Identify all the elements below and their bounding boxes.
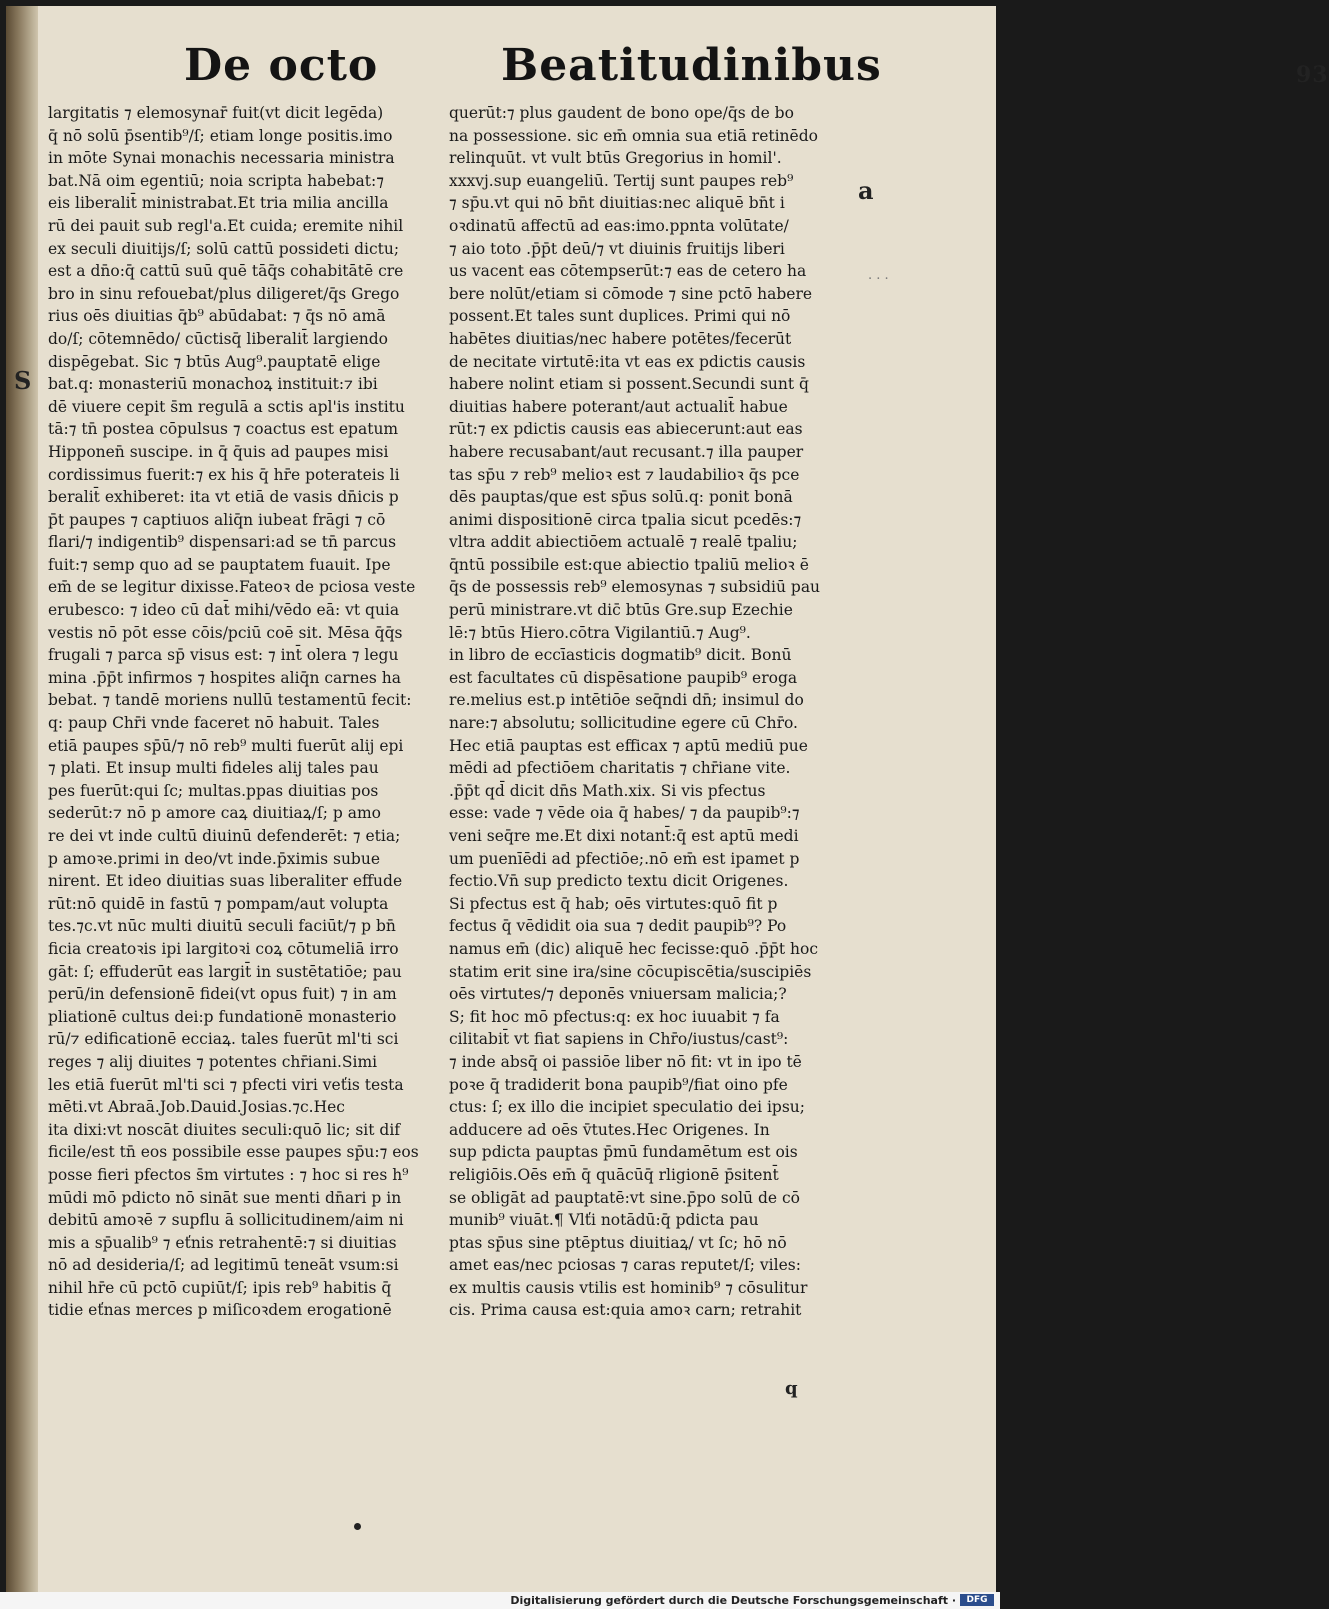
left-column-line: q: paup Chr̄i vnde faceret nō habuit. Tales: [48, 714, 380, 733]
left-column-line: bro in sinu refouebat/plus diligeret/q̄s Grego: [48, 284, 400, 303]
right-column-line: habere nolint etiam si possent.Secundi sunt q̄: [449, 375, 809, 394]
left-column-line: largitatis ⁊ elemosynar̄ fuit(vt dicit legēda): [48, 104, 384, 122]
right-column-line: amet eas/nec pciosas ⁊ caras reputet/ſ; viles:: [449, 1256, 801, 1275]
left-column-line: mēti.vt Abraā.Job.Dauid.Josias.⁊c.Hec: [48, 1098, 345, 1117]
right-column-line: ctus: ſ; ex illo die incipiet speculatio dei ipsu;: [449, 1098, 805, 1117]
footer-bar: [0, 1592, 1000, 1609]
right-column-line: nare:⁊ absolutu; sollicitudine egere cū Chr̄o.: [449, 714, 798, 733]
right-column-line: rūt:⁊ ex pdictis causis eas abiecerunt:aut eas: [449, 420, 803, 439]
right-column-line: cis. Prima causa est:quia amoꝛ carn; retrahit: [449, 1301, 802, 1320]
left-column-line: sederūt:⁊ nō p amore caꝝ diuitiaꝝ/ſ; p amo: [48, 804, 381, 823]
left-column-line: frugali ⁊ parca sp̄ visus est: ⁊ int̄ olera ⁊ legu: [48, 646, 399, 665]
left-column-line: ex seculi diuitijs/ſ; solū cattū possideti dictu;: [48, 239, 400, 258]
left-column-line: bebat. ⁊ tandē moriens nullū testamentū fecit:: [48, 691, 412, 710]
right-column-line: Si pfectus est q̄ hab; oēs virtutes:quō fit p: [449, 894, 778, 913]
left-column-line: do/ſ; cōtemnēdo/ cūctisq̄ liberalit̄ largiendo: [48, 329, 388, 348]
left-column-line: tes.⁊c.vt nūc multi diuitū seculi faciūt/⁊ p bn̄: [48, 917, 396, 936]
right-column-line: in libro de eccīasticis dogmatib⁹ dicit. Bonū: [449, 646, 792, 665]
right-column-line: poꝛe q̄ tradiderit bona paupib⁹/fiat oino pfe: [449, 1075, 788, 1094]
dfg-logo: DFG: [960, 1594, 994, 1606]
left-column-line: rūt:nō quidē in fastū ⁊ pompam/aut volupta: [48, 894, 389, 913]
right-column-line: diuitias habere poterant/aut actualit̄ habue: [449, 397, 788, 416]
right-column-line: lē:⁊ btūs Hiero.cōtra Vigilantiū.⁊ Aug⁹.: [449, 623, 751, 642]
right-column-line: us vacent eas cōtempserūt:⁊ eas de cetero ha: [449, 262, 807, 281]
right-column-line: .p̄p̄t qd̄ dicit dn̄s Math.xix. Si vis pfectus: [449, 781, 766, 800]
running-head-left: De octo: [184, 40, 379, 91]
right-column-line: fectus q̄ vēdidit oia sua ⁊ dedit paupib⁹? Po: [449, 917, 787, 936]
left-column-line: debitū amoꝛē ⁊ supflu ā sollicitudinem/aim ni: [48, 1211, 404, 1230]
right-column-line: q̄ntū possibile est:que abiectio tpaliū melioꝛ ē: [449, 555, 809, 574]
left-column-line: bat.q: monasteriū monachoꝝ instituit:⁊ ibi: [48, 375, 378, 394]
left-column-line: q̄ nō solū p̄sentib⁹/ſ; etiam longe positis.imo: [48, 126, 393, 145]
left-column-line: vestis nō pōt esse cōis/pciū coē sit. Mēsa q̄q̄s: [48, 623, 403, 642]
left-column-line: mūdi mō pdicto nō sināt sue menti dn̄ari p in: [48, 1188, 402, 1207]
left-column-line: tidie eťnas merces p miſicoꝛdem erogationē: [48, 1301, 392, 1320]
left-column-line: mis a sp̄ualib⁹ ⁊ eťnis retrahentē:⁊ si diuitias: [48, 1233, 397, 1252]
right-column-line: ⁊ sp̄u.vt qui nō bn̄t diuitias:nec aliquē bn̄t i: [449, 194, 785, 213]
running-head-right-text: Beatitudinibus: [501, 40, 882, 91]
book-page: [6, 6, 1329, 1596]
left-column-line: etiā paupes sp̄ū/⁊ nō reb⁹ multi fuerūt alij epi: [48, 736, 404, 755]
left-column-line: ita dixi:vt noscāt diuites seculi:quō lic; sit dif: [48, 1120, 401, 1139]
right-column-line: S; fit hoc mō pfectus:q: ex hoc iuuabit ⁊ fa: [449, 1007, 780, 1026]
right-column-line: relinquūt. vt vult btūs Gregorius in homil'.: [449, 149, 782, 168]
left-column-line: in mōte Synai monachis necessaria ministra: [48, 149, 395, 168]
left-column-line: tā:⁊ tn̄ postea cōpulsus ⁊ coactus est epatum: [48, 420, 399, 439]
right-column-line: na possessione. sic em̄ omnia sua etiā retinēdo: [449, 126, 818, 145]
left-column-line: beralit̄ exhiberet: ita vt etiā de vasis dn̄icis p: [48, 488, 399, 507]
left-column-line: flari/⁊ indigentib⁹ dispensari:ad se tn̄ parcus: [48, 533, 397, 552]
left-column-line: rū dei pauit sub regl'a.Et cuida; eremite nihil: [48, 216, 404, 235]
right-column-line: bere nolūt/etiam si cōmode ⁊ sine pctō habere: [449, 284, 813, 303]
left-column-line: pliationē cultus dei:p fundationē monasterio: [48, 1007, 397, 1026]
right-column-line: re.melius est.p intētiōe seq̄ndi dn̄; insimul do: [449, 691, 804, 710]
running-head: [6, 40, 1329, 100]
signature-mark: q: [785, 1378, 798, 1399]
left-column-line: nihil hr̄e cū pctō cupiūt/ſ; ipis reb⁹ habitis q̄: [48, 1278, 392, 1297]
right-column-line: mēdi ad pfectiōem charitatis ⁊ chr̄iane vite.: [449, 759, 791, 778]
left-column-line: les etiā fuerūt ml'ti sci ⁊ pfecti viri veťis testa: [48, 1075, 404, 1094]
left-column-line: em̄ de se legitur dixisse.Fateoꝛ de pciosa veste: [48, 578, 416, 597]
right-column-line: ptas sp̄us sine ptēptus diuitiaꝝ/ vt ſc; hō nō: [449, 1233, 787, 1252]
right-column-line: dēs pauptas/que est sp̄us solū.q: ponit bonā: [449, 488, 793, 507]
right-column-line: veni seq̄re me.Et dixi notant̄:q̄ est aptū medi: [449, 827, 799, 845]
left-column-line: pes fuerūt:qui ſc; multas.ppas diuitias pos: [48, 781, 379, 800]
left-column-line: erubesco: ⁊ ideo cū dat̄ mihi/vēdo eā: vt quia: [48, 601, 400, 620]
right-column-line: xxxvj.sup euangeliū. Tertij sunt paupes reb⁹: [449, 171, 794, 190]
left-column-line: posse fieri pfectos s̄m virtutes : ⁊ hoc si res h⁹: [48, 1165, 409, 1184]
right-column-line: fectio.Vn̄ sup predicto textu dicit Origenes.: [449, 872, 789, 891]
right-column-line: esse: vade ⁊ vēde oia q̄ habes/ ⁊ da paupib⁹:⁊: [449, 804, 800, 823]
left-column-line: p amoꝛe.primi in deo/vt inde.p̄ximis subue: [48, 849, 380, 868]
margin-mark-right: a: [858, 176, 874, 205]
left-column-line: bat.Nā oim egentiū; noia scripta habebat:⁊: [48, 171, 384, 190]
left-column-line: dē viuere cepit s̄m regulā a sctis apl'is institu: [48, 397, 405, 416]
left-column-line: rū/⁊ edificationē ecciaꝝ. tales fuerūt ml'ti sci: [48, 1030, 399, 1049]
folio-number: 93: [1296, 62, 1329, 88]
left-column-line: ficia creatoꝛis ipi largitoꝛi coꝝ cōtumeliā irro: [48, 939, 399, 958]
right-column-line: animi dispositionē circa tpalia sicut pcedēs:⁊: [449, 510, 802, 529]
right-column-line: adducere ad oēs v̄tutes.Hec Origenes. In: [449, 1120, 770, 1139]
right-column-line: possent.Et tales sunt duplices. Primi qui nō: [449, 307, 791, 326]
left-column-line: ⁊ plati. Et insup multi fideles alij tales pau: [48, 759, 379, 778]
right-column-line: vltra addit abiectiōem actualē ⁊ realē tpaliu;: [449, 533, 798, 552]
right-column-line: perū ministrare.vt dic̄ btūs Gre.sup Ezechie: [449, 601, 793, 620]
right-column-line: habētes diuitias/nec habere potētes/fecerūt: [449, 329, 792, 348]
right-column-line: ex multis causis vtilis est hominib⁹ ⁊ cōsulitur: [449, 1278, 808, 1297]
left-column-line: gāt: ſ; effuderūt eas largit̄ in sustētatiōe; pau: [48, 962, 402, 981]
page-gutter-edge: [6, 6, 38, 1596]
right-column-line: q̄s de possessis reb⁹ elemosynas ⁊ subsidiū pau: [449, 578, 821, 597]
left-column-line: reges ⁊ alij diuites ⁊ potentes chr̄iani.Simi: [48, 1052, 378, 1071]
left-column-line: dispēgebat. Sic ⁊ btūs Aug⁹.pauptatē elige: [48, 352, 381, 371]
right-column-line: religiōis.Oēs em̄ q̄ quācūq̄ rligionē p̄sitent̄: [449, 1165, 779, 1184]
right-column-line: statim erit sine ira/sine cōcupiscētia/suscipiēs: [449, 962, 812, 981]
left-column-line: cordissimus fuerit:⁊ ex his q̄ hr̄e poterateis li: [48, 465, 400, 484]
margin-dots-right: . . .: [868, 268, 889, 283]
right-column-line: Hec etiā pauptas est efficax ⁊ aptū mediū pue: [449, 736, 808, 755]
left-column-line: fuit:⁊ semp quo ad se pauptatem fuauit. Ipe: [48, 555, 391, 574]
right-column-line: cilitabit̄ vt fiat sapiens in Chr̄o/iustus/cast⁹:: [449, 1030, 789, 1049]
footer-credit: Digitalisierung gefördert durch die Deutsche Forschungsgemeinschaft ·: [510, 1594, 956, 1607]
left-column-line: eis liberalit̄ ministrabat.Et tria milia ancilla: [48, 194, 389, 213]
right-column-line: ⁊ aio toto .p̄p̄t deū/⁊ vt diuinis fruitijs liberi: [449, 239, 785, 258]
left-column-line: Hipponen̄ suscipe. in q̄ q̄uis ad paupes misi: [48, 442, 389, 461]
left-column-line: perū/in defensionē fidei(vt opus fuit) ⁊ in am: [48, 985, 397, 1004]
right-column-line: namus em̄ (dic) aliquē hec fecisse:quō .p̄p̄t hoc: [449, 939, 819, 958]
right-column-line: sup pdicta pauptas p̄mū fundamētum est ois: [449, 1143, 798, 1162]
right-column-line: ⁊ inde absq̄ oi passiōe liber nō fit: vt in ipo tē: [449, 1052, 802, 1071]
right-column-line: querūt:⁊ plus gaudent de bono ope/q̄s de bo: [449, 104, 794, 122]
margin-mark-left: S: [14, 366, 32, 395]
ink-dot: [354, 1523, 361, 1530]
text-column-left: [48, 102, 438, 1322]
left-column-line: nirent. Et ideo diuitias suas liberaliter effude: [48, 872, 403, 891]
right-column-line: est facultates cū dispēsatione paupib⁹ eroga: [449, 668, 798, 687]
left-column-line: est a dn̄o:q̄ cattū suū quē tāq̄s cohabitātē cre: [48, 262, 404, 281]
right-column-line: um puenīēdi ad pfectiōe;.nō em̄ est ipamet p: [449, 849, 800, 868]
text-column-right: [449, 102, 842, 1322]
right-column-line: tas sp̄u ⁊ reb⁹ melioꝛ est ⁊ laudabilioꝛ q̄s pce: [449, 465, 800, 484]
left-column-line: re dei vt inde cultū diuinū defenderēt: ⁊ etia;: [48, 827, 401, 845]
left-column-line: p̄t paupes ⁊ captiuos aliq̄n iubeat frāgi ⁊ cō: [48, 510, 386, 529]
right-column-line: oēs virtutes/⁊ deponēs vniuersam malicia;?: [449, 985, 787, 1004]
right-column-line: oꝛdinatū affectū ad eas:imo.ppnta volūtate/: [449, 216, 789, 235]
right-column-line: munib⁹ viuāt.¶ Vlťi notādū:q̄ pdicta pau: [449, 1211, 759, 1230]
right-column-line: habere recusabant/aut recusant.⁊ illa pauper: [449, 442, 804, 461]
running-head-right: [501, 40, 1329, 91]
left-column-line: nō ad desideria/ſ; ad legitimū teneāt vsum:si: [48, 1256, 399, 1275]
right-column-line: se obligāt ad pauptatē:vt sine.p̄po solū de cō: [449, 1188, 800, 1207]
left-column-line: rius oēs diuitias q̄b⁹ abūdabat: ⁊ q̄s nō amā: [48, 307, 386, 326]
left-column-line: ficile/est tn̄ eos possibile esse paupes sp̄u:⁊ eos: [48, 1143, 419, 1162]
left-column-line: mina .p̄p̄t infirmos ⁊ hospites aliq̄n carnes ha: [48, 668, 401, 687]
right-column-line: de necitate virtutē:ita vt eas ex pdictis causis: [449, 352, 806, 371]
